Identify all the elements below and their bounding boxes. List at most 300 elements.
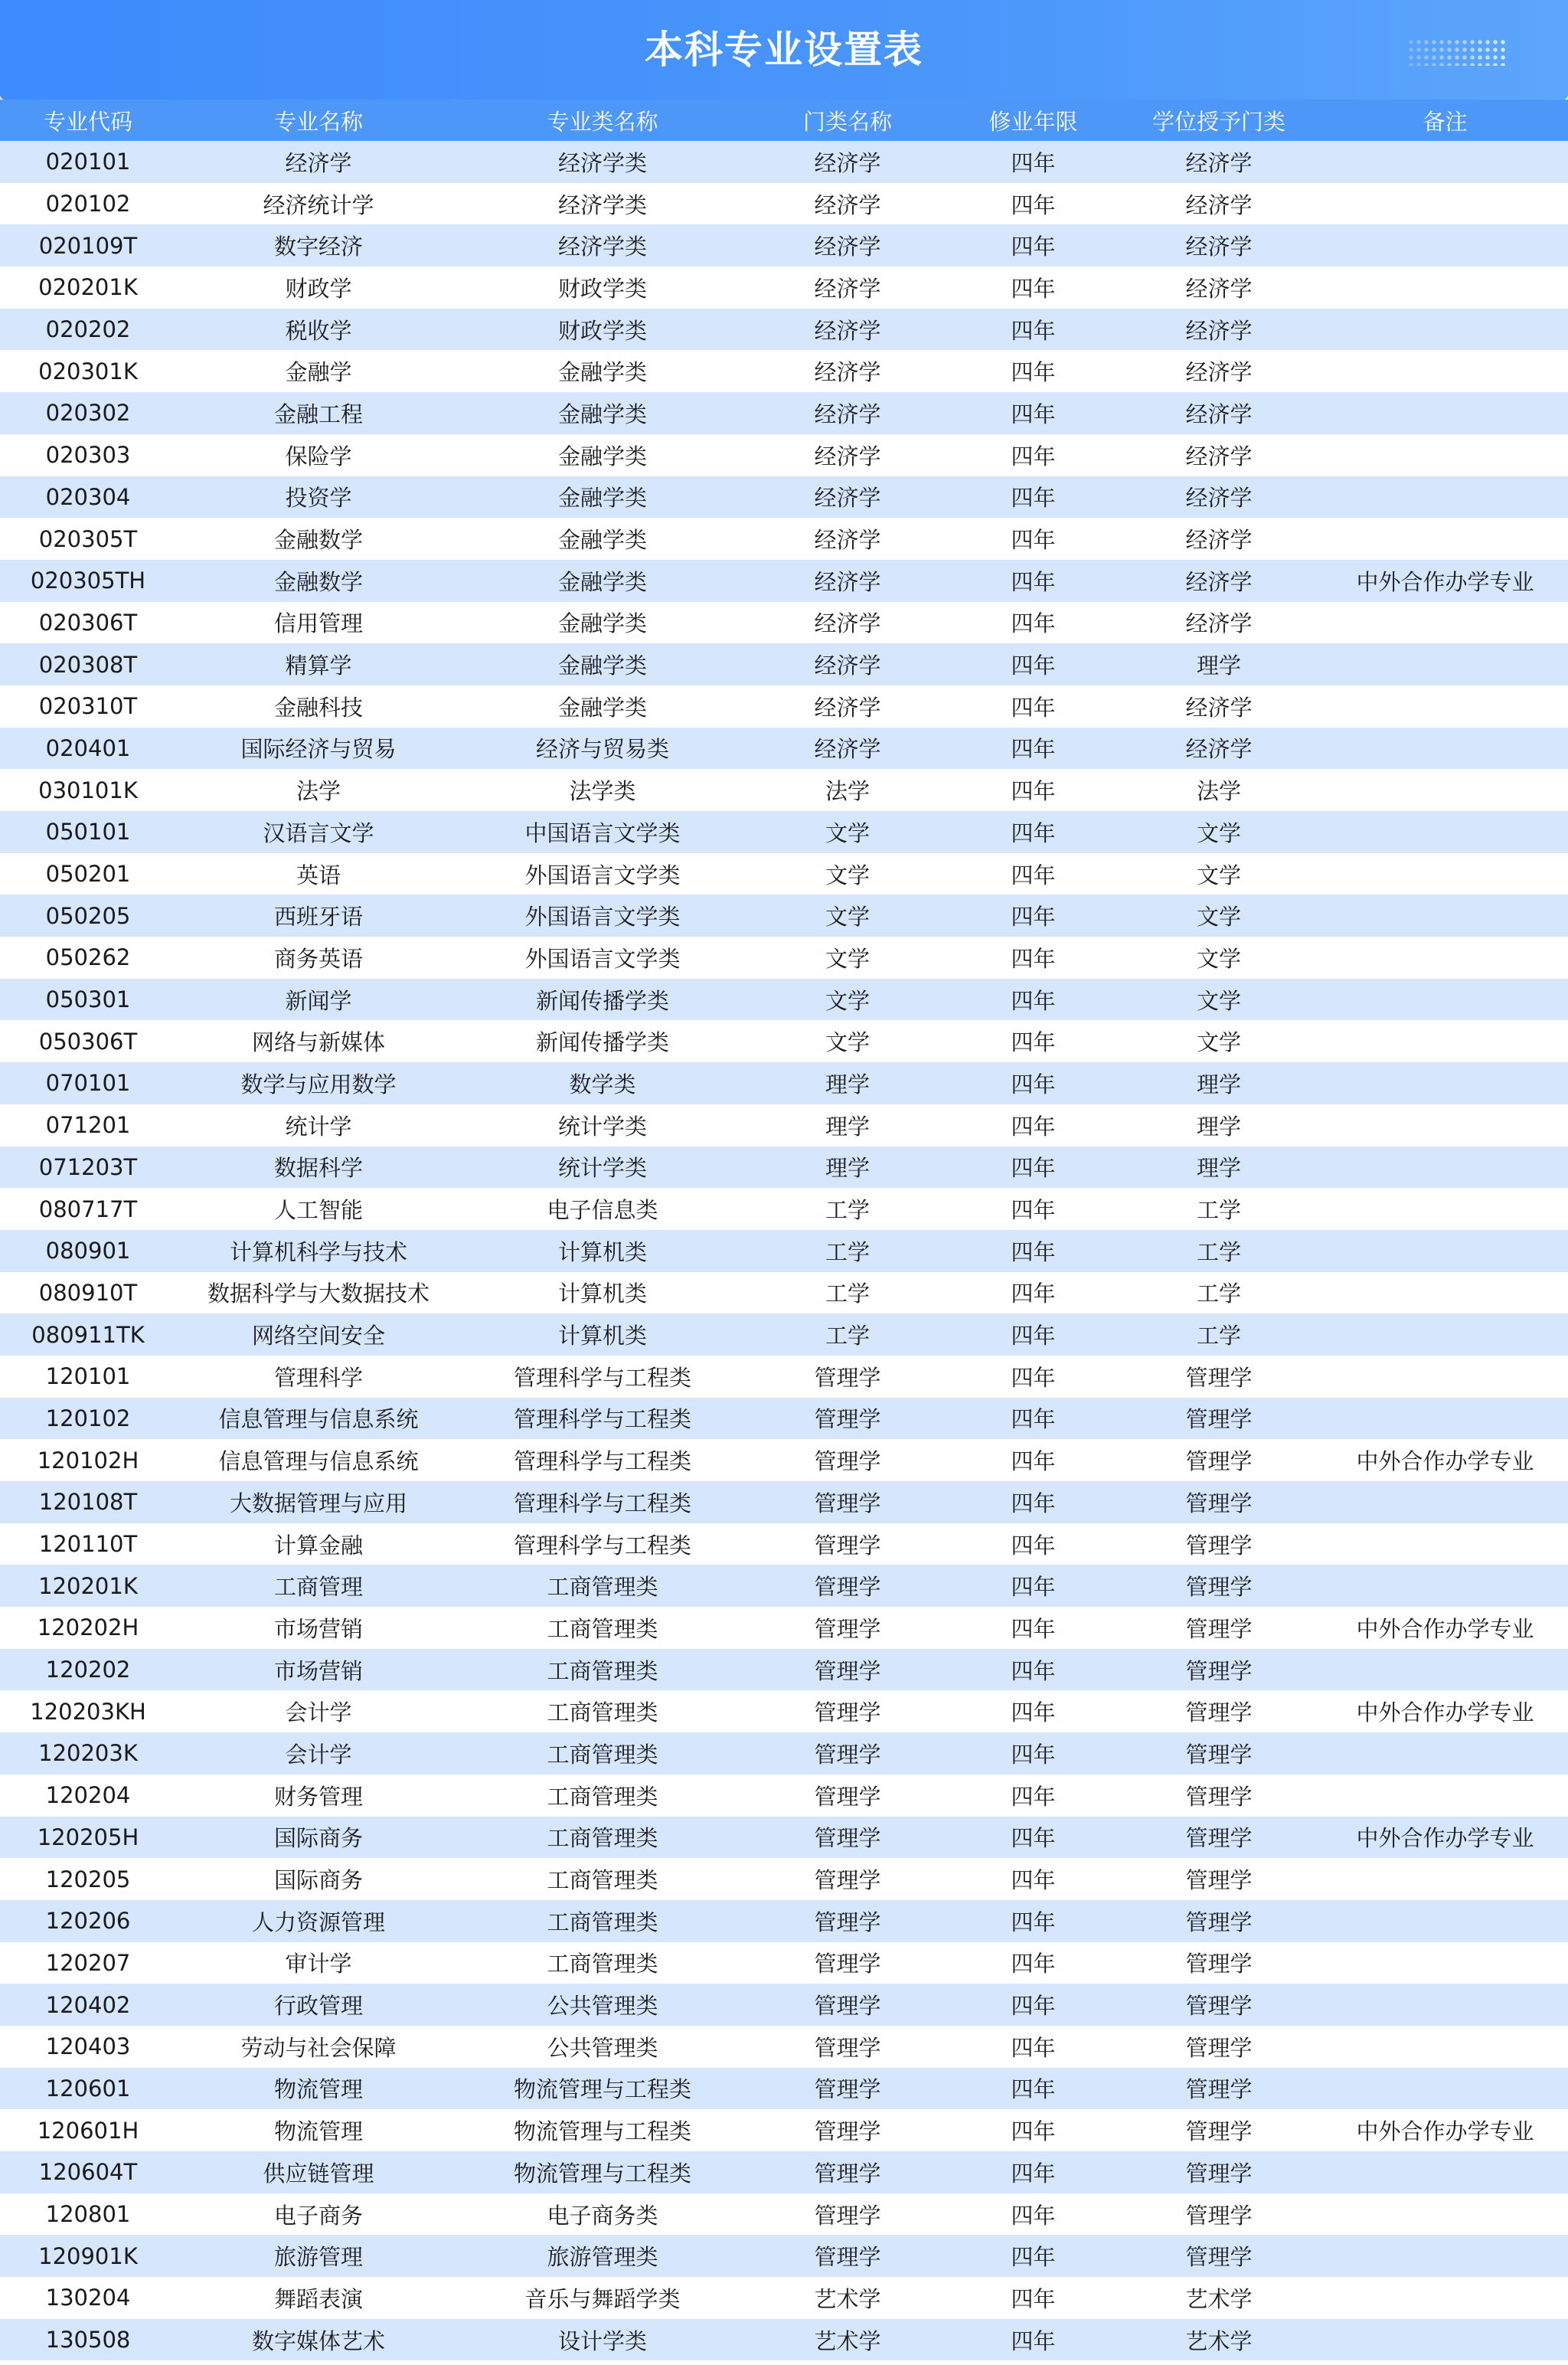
cell-duration: 四年: [1011, 904, 1056, 931]
cell-duration: 四年: [1011, 945, 1056, 972]
header-duration: 修业年限: [988, 108, 1078, 135]
cell-code: 020401: [45, 734, 131, 761]
cell-degree: 经济学: [1185, 736, 1253, 763]
cell-major-name: 汉语言文学: [263, 819, 374, 846]
cell-code: 050306T: [38, 1028, 138, 1055]
decorative-dot-pattern-icon: [1407, 38, 1507, 66]
table-row: [0, 2109, 1568, 2151]
cell-degree: 理学: [1196, 1071, 1241, 1097]
cell-remarks: [1322, 937, 1568, 979]
cell-degree: 管理学: [1185, 1783, 1253, 1810]
cell-degree: 文学: [1196, 945, 1241, 972]
cell-code: 120108T: [38, 1489, 138, 1516]
cell-major-name: 信息管理与信息系统: [218, 1406, 419, 1433]
cell-degree: 经济学: [1185, 191, 1253, 218]
cell-degree: 管理学: [1185, 1490, 1253, 1516]
table-row: [0, 643, 1568, 685]
cell-discipline: 管理学: [814, 1615, 881, 1642]
cell-major-name: 财务管理: [273, 1783, 363, 1810]
cell-remarks: [1322, 811, 1568, 853]
cell-degree: 管理学: [1185, 2118, 1253, 2145]
cell-degree: 文学: [1196, 819, 1241, 846]
cell-remarks: [1322, 2235, 1568, 2277]
cell-major-name: 税收学: [285, 317, 352, 344]
cell-category-name: 数学类: [569, 1071, 636, 1097]
cell-discipline: 经济学: [814, 443, 881, 469]
cell-remarks: [1322, 1900, 1568, 1942]
table-row: [0, 853, 1568, 895]
cell-degree: 工学: [1196, 1323, 1241, 1349]
cell-degree: 管理学: [1185, 2160, 1253, 2187]
cell-remarks: [1322, 728, 1568, 770]
cell-major-name: 保险学: [285, 443, 352, 469]
header-major-name: 专业名称: [273, 108, 363, 135]
cell-remarks: [1322, 1020, 1568, 1062]
cell-code: 120801: [45, 2201, 131, 2228]
cell-code: 120205H: [37, 1824, 139, 1850]
cell-code: 020202: [45, 316, 131, 343]
cell-duration: 四年: [1011, 1783, 1056, 1810]
table-row: [0, 141, 1568, 183]
table-row: [0, 2193, 1568, 2236]
cell-degree: 管理学: [1185, 1406, 1253, 1433]
cell-remarks: [1322, 141, 1568, 183]
cell-duration: 四年: [1011, 1113, 1056, 1140]
cell-discipline: 管理学: [814, 2244, 881, 2271]
cell-category-name: 金融学类: [557, 568, 647, 595]
cell-duration: 四年: [1011, 653, 1056, 679]
cell-major-name: 金融数学: [273, 568, 363, 595]
header-row: [0, 100, 1568, 141]
cell-major-name: 大数据管理与应用: [229, 1490, 407, 1516]
cell-major-name: 旅游管理: [273, 2244, 363, 2271]
cell-discipline: 经济学: [814, 359, 881, 386]
cell-major-name: 计算机科学与技术: [229, 1238, 407, 1265]
cell-major-name: 行政管理: [273, 1993, 363, 2020]
cell-code: 120901K: [38, 2242, 138, 2269]
cell-code: 020308T: [38, 651, 138, 678]
cell-category-name: 工商管理类: [547, 1699, 658, 1726]
cell-major-name: 供应链管理: [263, 2160, 374, 2187]
cell-degree: 经济学: [1185, 275, 1253, 302]
cell-category-name: 金融学类: [557, 653, 647, 679]
cell-category-name: 统计学类: [557, 1113, 647, 1140]
cell-code: 120203KH: [30, 1698, 146, 1725]
cell-degree: 艺术学: [1185, 2327, 1253, 2354]
cell-remarks: [1322, 1984, 1568, 2026]
cell-duration: 四年: [1011, 2285, 1056, 2312]
cell-duration: 四年: [1011, 2118, 1056, 2145]
cell-duration: 四年: [1011, 610, 1056, 637]
header-code: 专业代码: [43, 108, 132, 135]
cell-remarks: 中外合作办学专业: [1356, 1699, 1534, 1726]
cell-degree: 管理学: [1185, 1657, 1253, 1684]
cell-major-name: 国际商务: [273, 1825, 363, 1852]
cell-major-name: 商务英语: [273, 945, 363, 972]
cell-major-name: 经济统计学: [263, 191, 374, 218]
cell-degree: 管理学: [1185, 2076, 1253, 2103]
majors-table: [0, 100, 1568, 2360]
table-row: [0, 1356, 1568, 1398]
cell-discipline: 文学: [825, 819, 870, 846]
cell-major-name: 金融工程: [273, 401, 363, 427]
table-row: [0, 518, 1568, 560]
cell-discipline: 管理学: [814, 1783, 881, 1810]
table-row: [0, 434, 1568, 476]
cell-degree: 管理学: [1185, 2244, 1253, 2271]
cell-remarks: [1322, 1732, 1568, 1775]
cell-code: 120601: [45, 2075, 131, 2102]
cell-major-name: 物流管理: [273, 2076, 363, 2103]
cell-degree: 管理学: [1185, 2202, 1253, 2229]
cell-degree: 经济学: [1185, 610, 1253, 637]
cell-discipline: 管理学: [814, 1699, 881, 1726]
cell-discipline: 经济学: [814, 610, 881, 637]
cell-degree: 管理学: [1185, 1615, 1253, 1642]
cell-degree: 管理学: [1185, 1699, 1253, 1726]
cell-code: 020303: [45, 442, 131, 469]
cell-discipline: 经济学: [814, 527, 881, 554]
cell-discipline: 管理学: [814, 1490, 881, 1516]
cell-code: 080910T: [38, 1279, 138, 1306]
cell-major-name: 计算金融: [273, 1532, 363, 1559]
cell-duration: 四年: [1011, 819, 1056, 846]
table-row: [0, 560, 1568, 602]
table-row: [0, 1313, 1568, 1356]
cell-degree: 工学: [1196, 1238, 1241, 1265]
cell-code: 080717T: [38, 1196, 138, 1222]
cell-discipline: 文学: [825, 904, 870, 931]
cell-major-name: 舞蹈表演: [273, 2285, 363, 2312]
cell-category-name: 电子商务类: [547, 2202, 658, 2229]
cell-duration: 四年: [1011, 2076, 1056, 2103]
cell-discipline: 经济学: [814, 275, 881, 302]
cell-remarks: [1322, 1942, 1568, 1984]
cell-remarks: [1322, 979, 1568, 1021]
cell-degree: 经济学: [1185, 234, 1253, 260]
cell-category-name: 经济与贸易类: [535, 736, 669, 763]
table-row: [0, 1147, 1568, 1189]
cell-remarks: [1322, 224, 1568, 267]
cell-discipline: 管理学: [814, 2118, 881, 2145]
cell-major-name: 英语: [296, 862, 341, 888]
cell-remarks: [1322, 2026, 1568, 2068]
cell-discipline: 文学: [825, 1029, 870, 1056]
cell-duration: 四年: [1011, 862, 1056, 888]
cell-degree: 理学: [1196, 653, 1241, 679]
cell-code: 050262: [45, 944, 131, 971]
cell-code: 120102H: [37, 1447, 139, 1474]
cell-degree: 经济学: [1185, 359, 1253, 386]
cell-duration: 四年: [1011, 2244, 1056, 2271]
cell-major-name: 劳动与社会保障: [240, 2034, 397, 2061]
table-row: [0, 392, 1568, 434]
table-row: [0, 309, 1568, 351]
cell-duration: 四年: [1011, 1364, 1056, 1391]
cell-category-name: 财政学类: [557, 317, 647, 344]
cell-major-name: 会计学: [285, 1699, 352, 1726]
page-title: 本科专业设置表: [645, 28, 923, 72]
cell-remarks: [1322, 2151, 1568, 2193]
cell-major-name: 经济学: [285, 149, 352, 176]
cell-remarks: [1322, 1147, 1568, 1189]
cell-remarks: [1322, 853, 1568, 895]
cell-code: 030101K: [38, 777, 138, 803]
table-row: [0, 1565, 1568, 1607]
cell-degree: 管理学: [1185, 1574, 1253, 1601]
cell-category-name: 公共管理类: [547, 1993, 658, 2020]
cell-degree: 管理学: [1185, 1909, 1253, 1935]
cell-discipline: 管理学: [814, 1448, 881, 1475]
cell-major-name: 数据科学与大数据技术: [207, 1281, 430, 1307]
cell-duration: 四年: [1011, 1825, 1056, 1852]
cell-duration: 四年: [1011, 1071, 1056, 1097]
cell-degree: 理学: [1196, 1113, 1241, 1140]
header-remarks: 备注: [1423, 108, 1468, 135]
cell-duration: 四年: [1011, 1238, 1056, 1265]
cell-duration: 四年: [1011, 1867, 1056, 1894]
cell-remarks: [1322, 1649, 1568, 1691]
table-row: [0, 183, 1568, 225]
table-row: [0, 602, 1568, 644]
table-row: [0, 1900, 1568, 1942]
cell-discipline: 经济学: [814, 401, 881, 427]
cell-category-name: 工商管理类: [547, 1574, 658, 1601]
table-row: [0, 1858, 1568, 1900]
cell-major-name: 数学与应用数学: [240, 1071, 397, 1097]
cell-major-name: 数据科学: [273, 1155, 363, 1182]
cell-major-name: 国际商务: [273, 1867, 363, 1894]
cell-discipline: 经济学: [814, 191, 881, 218]
cell-discipline: 理学: [825, 1071, 870, 1097]
cell-code: 120204: [45, 1782, 131, 1809]
cell-code: 070101: [45, 1070, 131, 1097]
cell-category-name: 管理科学与工程类: [513, 1406, 691, 1433]
cell-discipline: 工学: [825, 1281, 870, 1307]
cell-major-name: 国际经济与贸易: [240, 736, 397, 763]
cell-degree: 管理学: [1185, 1867, 1253, 1894]
cell-category-name: 经济学类: [557, 149, 647, 176]
cell-discipline: 经济学: [814, 568, 881, 595]
cell-discipline: 管理学: [814, 1574, 881, 1601]
table-header: [0, 100, 1568, 141]
cell-duration: 四年: [1011, 485, 1056, 512]
cell-duration: 四年: [1011, 1699, 1056, 1726]
cell-category-name: 计算机类: [557, 1281, 647, 1307]
cell-discipline: 管理学: [814, 1825, 881, 1852]
cell-category-name: 中国语言文学类: [524, 819, 681, 846]
cell-duration: 四年: [1011, 317, 1056, 344]
header-category-name: 专业类名称: [547, 108, 658, 135]
cell-duration: 四年: [1011, 234, 1056, 260]
header-degree: 学位授予门类: [1152, 108, 1285, 135]
cell-duration: 四年: [1011, 1615, 1056, 1642]
cell-code: 020306T: [38, 609, 138, 636]
cell-code: 120207: [45, 1949, 131, 1976]
cell-remarks: [1322, 392, 1568, 434]
cell-degree: 管理学: [1185, 2034, 1253, 2061]
cell-remarks: [1322, 1188, 1568, 1230]
table-row: [0, 1523, 1568, 1565]
cell-code: 130204: [45, 2285, 131, 2311]
cell-remarks: [1322, 2319, 1568, 2361]
cell-category-name: 工商管理类: [547, 1951, 658, 1977]
cell-discipline: 艺术学: [814, 2285, 881, 2312]
cell-code: 050301: [45, 986, 131, 1013]
cell-code: 080911TK: [31, 1321, 145, 1348]
cell-duration: 四年: [1011, 1281, 1056, 1307]
cell-remarks: [1322, 1313, 1568, 1356]
cell-code: 120205: [45, 1866, 131, 1892]
cell-major-name: 金融科技: [273, 694, 363, 721]
cell-discipline: 文学: [825, 987, 870, 1014]
cell-remarks: [1322, 685, 1568, 728]
cell-discipline: 管理学: [814, 1909, 881, 1935]
cell-remarks: [1322, 476, 1568, 518]
cell-discipline: 管理学: [814, 2076, 881, 2103]
cell-category-name: 工商管理类: [547, 1741, 658, 1768]
cell-degree: 经济学: [1185, 694, 1253, 721]
cell-discipline: 管理学: [814, 1993, 881, 2020]
cell-category-name: 工商管理类: [547, 1615, 658, 1642]
cell-duration: 四年: [1011, 1909, 1056, 1935]
cell-category-name: 计算机类: [557, 1238, 647, 1265]
cell-degree: 工学: [1196, 1281, 1241, 1307]
cell-category-name: 金融学类: [557, 527, 647, 554]
cell-major-name: 市场营销: [273, 1657, 363, 1684]
table-row: [0, 1942, 1568, 1984]
cell-category-name: 工商管理类: [547, 1657, 658, 1684]
cell-major-name: 新闻学: [285, 987, 352, 1014]
cell-duration: 四年: [1011, 443, 1056, 469]
cell-code: 120110T: [38, 1531, 138, 1558]
cell-discipline: 管理学: [814, 1532, 881, 1559]
header-discipline: 门类名称: [802, 108, 892, 135]
cell-duration: 四年: [1011, 736, 1056, 763]
cell-major-name: 财政学: [285, 275, 352, 302]
cell-duration: 四年: [1011, 401, 1056, 427]
cell-discipline: 理学: [825, 1113, 870, 1140]
cell-remarks: 中外合作办学专业: [1356, 568, 1534, 595]
cell-duration: 四年: [1011, 1490, 1056, 1516]
cell-remarks: [1322, 267, 1568, 309]
cell-category-name: 金融学类: [557, 610, 647, 637]
cell-remarks: [1322, 1272, 1568, 1314]
cell-discipline: 经济学: [814, 234, 881, 260]
cell-remarks: [1322, 1356, 1568, 1398]
cell-category-name: 金融学类: [557, 359, 647, 386]
cell-degree: 法学: [1196, 778, 1241, 805]
cell-code: 020310T: [38, 693, 138, 720]
cell-category-name: 工商管理类: [547, 1909, 658, 1935]
cell-degree: 艺术学: [1185, 2285, 1253, 2312]
cell-remarks: 中外合作办学专业: [1356, 1448, 1534, 1475]
cell-duration: 四年: [1011, 987, 1056, 1014]
table-row: [0, 979, 1568, 1021]
cell-major-name: 工商管理: [273, 1574, 363, 1601]
cell-duration: 四年: [1011, 2034, 1056, 2061]
table-row: [0, 1398, 1568, 1440]
table-row: [0, 1062, 1568, 1104]
cell-code: 120202H: [37, 1614, 139, 1641]
cell-degree: 经济学: [1185, 568, 1253, 595]
cell-discipline: 管理学: [814, 1867, 881, 1894]
cell-duration: 四年: [1011, 1657, 1056, 1684]
cell-category-name: 金融学类: [557, 401, 647, 427]
table-row: [0, 350, 1568, 392]
cell-discipline: 管理学: [814, 2202, 881, 2229]
cell-remarks: [1322, 643, 1568, 685]
cell-duration: 四年: [1011, 527, 1056, 554]
cell-remarks: [1322, 2193, 1568, 2236]
cell-duration: 四年: [1011, 568, 1056, 595]
cell-duration: 四年: [1011, 1951, 1056, 1977]
cell-code: 120102: [45, 1405, 131, 1431]
table-row: [0, 1439, 1568, 1481]
cell-code: 130508: [45, 2327, 131, 2354]
cell-code: 020301K: [38, 358, 138, 384]
cell-category-name: 物流管理与工程类: [513, 2118, 691, 2145]
table-row: [0, 1188, 1568, 1230]
table-row: [0, 1230, 1568, 1272]
cell-code: 120604T: [38, 2159, 138, 2186]
cell-degree: 经济学: [1185, 443, 1253, 469]
cell-code: 120202: [45, 1657, 131, 1683]
cell-remarks: [1322, 1858, 1568, 1900]
table-row: [0, 2277, 1568, 2319]
cell-major-name: 数字媒体艺术: [251, 2327, 385, 2354]
cell-remarks: [1322, 183, 1568, 225]
cell-category-name: 经济学类: [557, 234, 647, 260]
table-row: [0, 2235, 1568, 2277]
cell-discipline: 文学: [825, 945, 870, 972]
cell-code: 020305T: [38, 525, 138, 552]
cell-category-name: 金融学类: [557, 485, 647, 512]
cell-category-name: 设计学类: [557, 2327, 647, 2354]
table-row: [0, 769, 1568, 811]
cell-discipline: 艺术学: [814, 2327, 881, 2354]
table-row: [0, 1607, 1568, 1649]
cell-category-name: 管理科学与工程类: [513, 1490, 691, 1516]
cell-category-name: 法学类: [569, 778, 636, 805]
cell-category-name: 财政学类: [557, 275, 647, 302]
cell-degree: 管理学: [1185, 1825, 1253, 1852]
cell-category-name: 物流管理与工程类: [513, 2160, 691, 2187]
cell-category-name: 电子信息类: [547, 1197, 658, 1224]
cell-duration: 四年: [1011, 2160, 1056, 2187]
cell-discipline: 经济学: [814, 149, 881, 176]
cell-category-name: 金融学类: [557, 694, 647, 721]
table-row: [0, 1732, 1568, 1775]
cell-discipline: 管理学: [814, 1657, 881, 1684]
cell-major-name: 网络空间安全: [251, 1323, 385, 1349]
cell-remarks: [1322, 1230, 1568, 1272]
cell-major-name: 管理科学: [273, 1364, 363, 1391]
cell-major-name: 西班牙语: [273, 904, 363, 931]
table-row: [0, 1481, 1568, 1523]
cell-code: 020102: [45, 191, 131, 218]
cell-major-name: 人工智能: [273, 1197, 363, 1224]
cell-duration: 四年: [1011, 1323, 1056, 1349]
cell-discipline: 理学: [825, 1155, 870, 1182]
cell-category-name: 公共管理类: [547, 2034, 658, 2061]
cell-major-name: 统计学: [285, 1113, 352, 1140]
cell-remarks: 中外合作办学专业: [1356, 2118, 1534, 2145]
cell-duration: 四年: [1011, 2202, 1056, 2229]
cell-degree: 管理学: [1185, 1741, 1253, 1768]
cell-discipline: 经济学: [814, 485, 881, 512]
cell-duration: 四年: [1011, 694, 1056, 721]
